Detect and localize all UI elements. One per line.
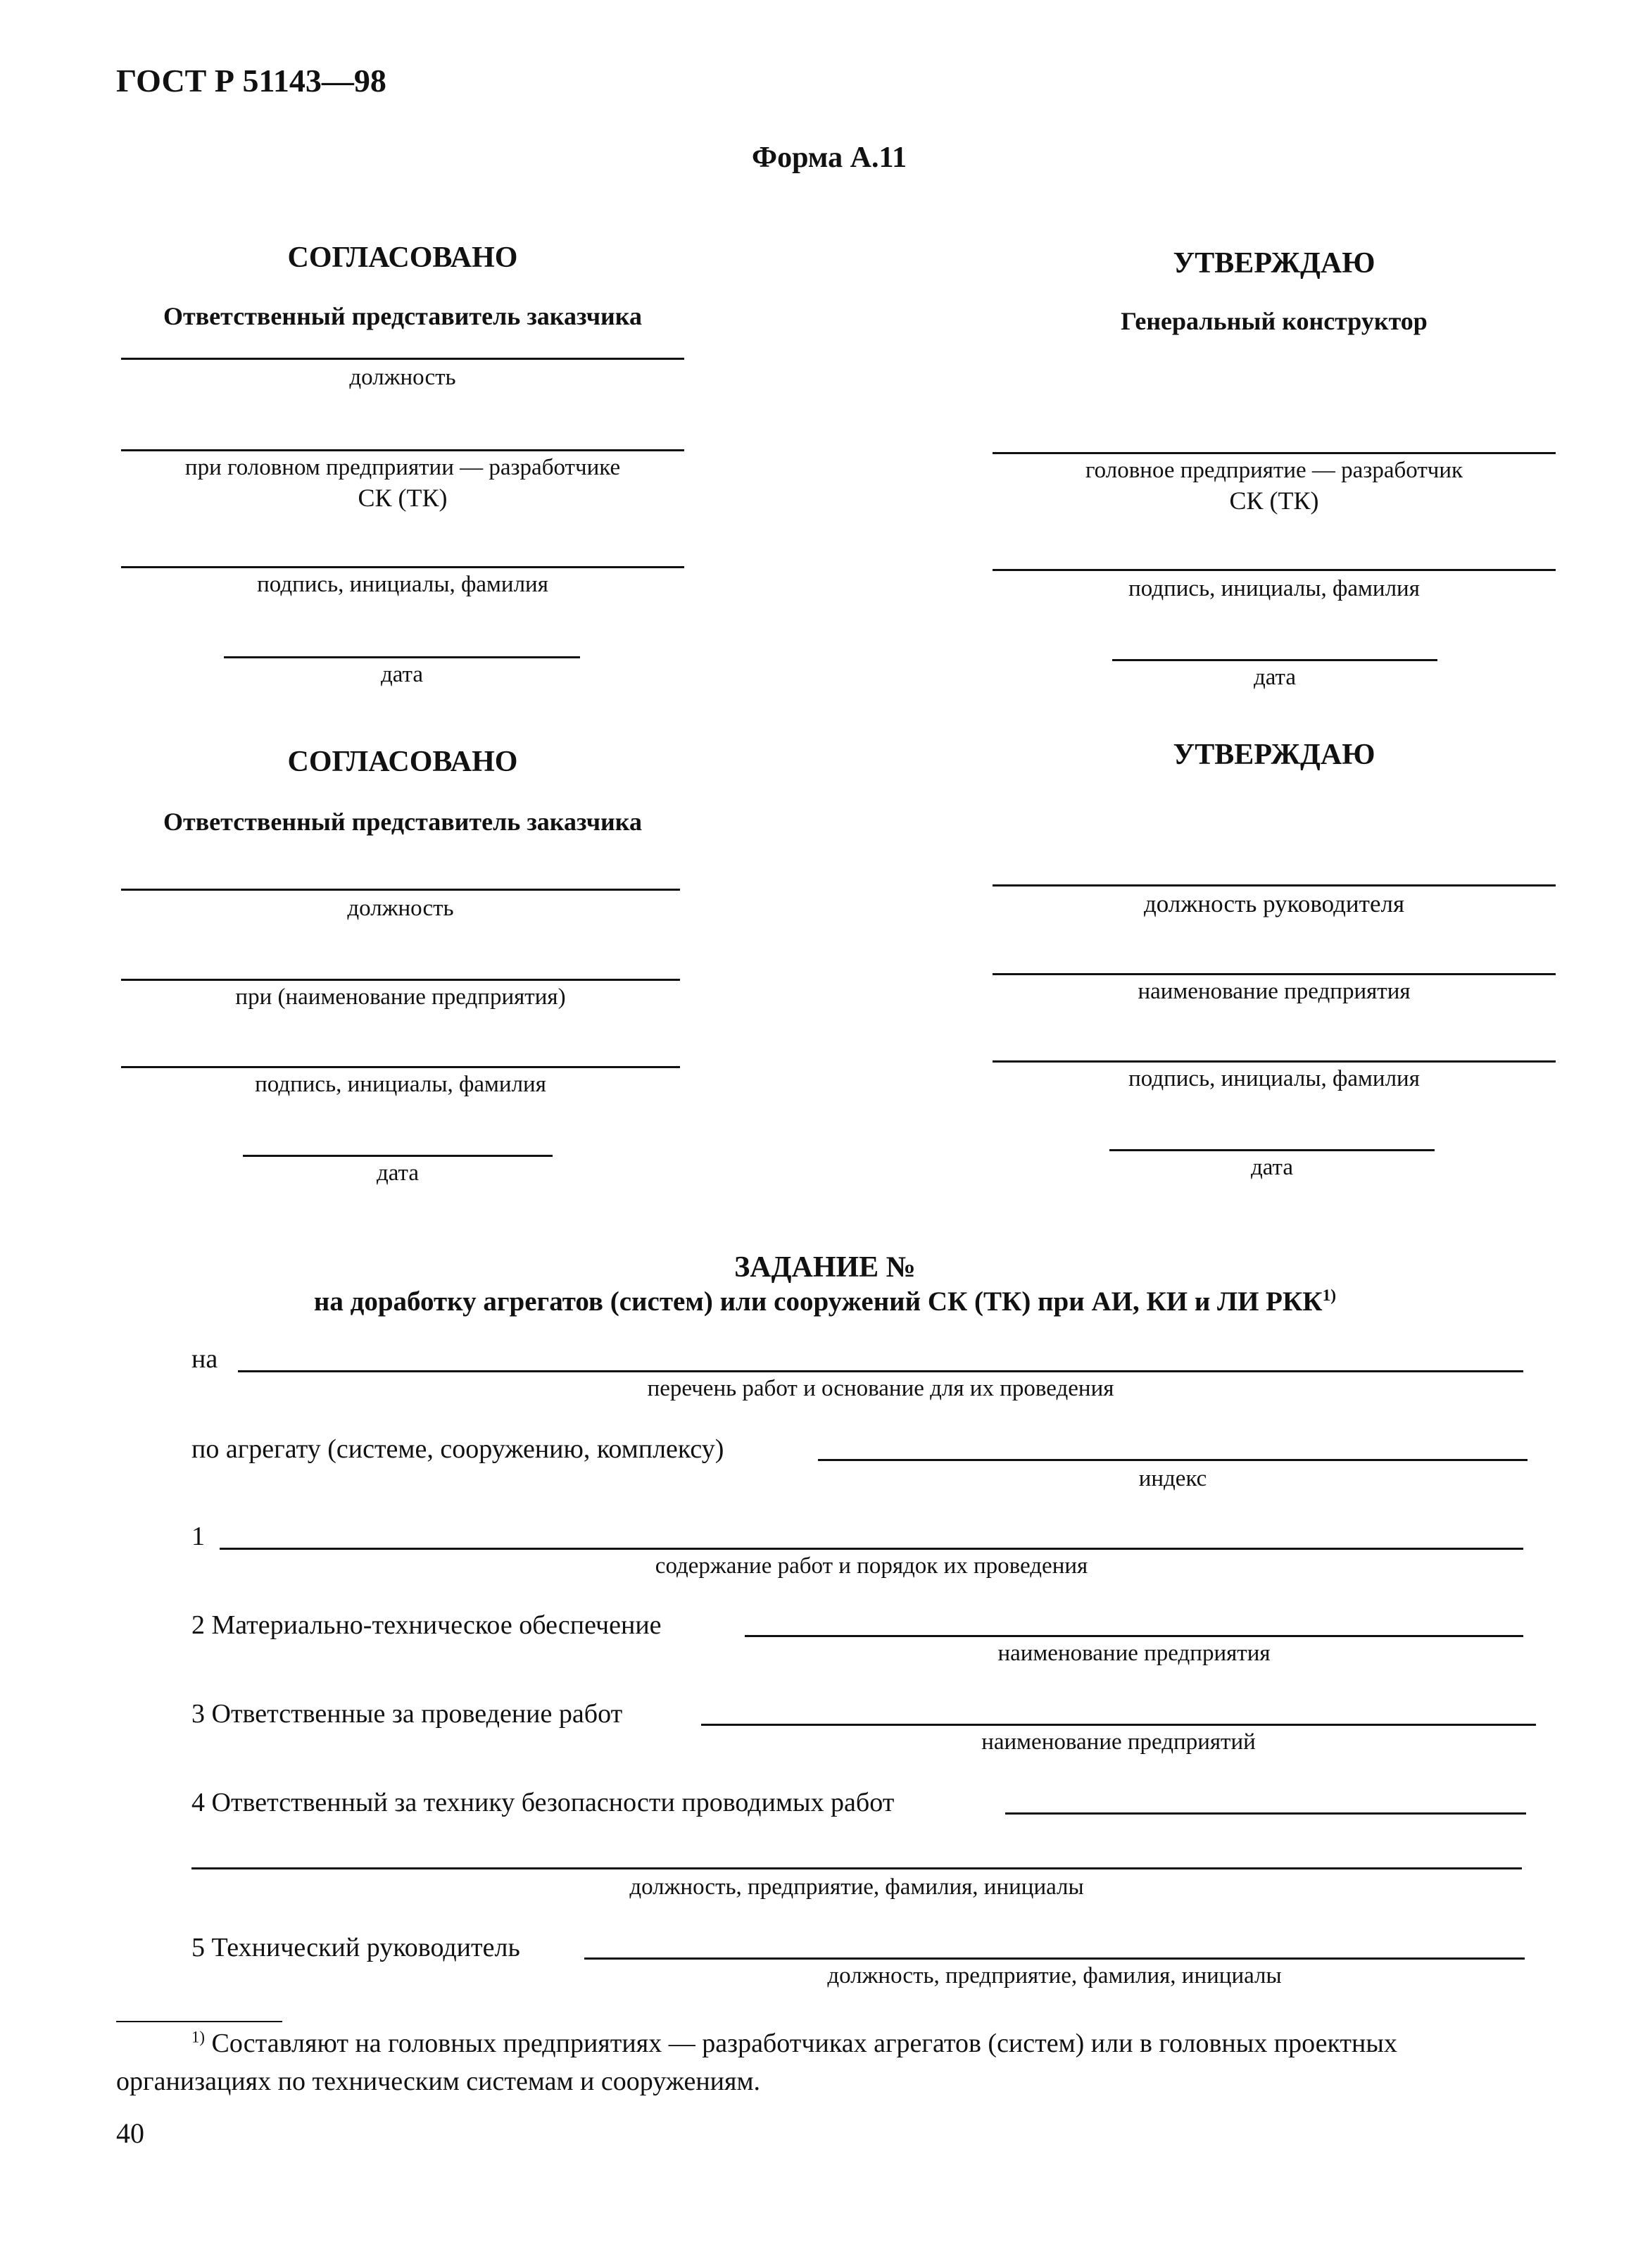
agreed-heading: СОГЛАСОВАНО [287, 242, 518, 274]
footnote-line-1 [191, 2028, 1397, 2059]
signature-caption: подпись, инициалы, фамилия [1128, 576, 1420, 601]
page-number: 40 [116, 2117, 144, 2149]
enterprise-caption-sk: СК (ТК) [358, 484, 448, 512]
enterprise-caption: наименование предприятия [1138, 979, 1411, 1004]
footnote-line-2: организациях по техническим системам и сооружениям. [116, 2067, 761, 2096]
item5-line[interactable] [584, 1957, 1525, 1960]
item4-label: 4 Ответственный за технику безопасности проводимых работ [191, 1788, 895, 1817]
date-line[interactable] [1112, 659, 1437, 661]
signature-caption: подпись, инициалы, фамилия [1128, 1066, 1420, 1091]
signature-line[interactable] [121, 1066, 680, 1068]
na-label: на [191, 1344, 218, 1374]
enterprise-line[interactable] [121, 979, 680, 981]
aggregate-label: по агрегату (системе, сооружению, комплексу) [191, 1434, 724, 1464]
enterprise-caption: при головном предприятии — разработчике [184, 455, 621, 480]
item1-line[interactable] [220, 1548, 1523, 1550]
aggregate-caption: индекс [1138, 1466, 1207, 1491]
date-caption: дата [1250, 1155, 1294, 1180]
date-line[interactable] [1109, 1149, 1435, 1151]
item5-caption: должность, предприятие, фамилия, инициалы [827, 1963, 1282, 1988]
enterprise-caption: при (наименование предприятия) [235, 984, 566, 1010]
item3-caption: наименование предприятий [981, 1729, 1256, 1755]
date-caption: дата [380, 662, 424, 687]
customer-rep-label: Ответственный представитель заказчика [163, 808, 642, 836]
manager-position-caption: должность руководителя [1143, 890, 1405, 917]
na-line[interactable] [238, 1370, 1523, 1372]
footnote-separator [116, 2021, 282, 2022]
date-caption: дата [376, 1160, 420, 1186]
signature-caption: подпись, инициалы, фамилия [257, 572, 548, 597]
position-line[interactable] [121, 889, 680, 891]
date-caption: дата [1253, 665, 1297, 690]
aggregate-line[interactable] [818, 1459, 1528, 1461]
item1-caption: содержание работ и порядок их проведения [655, 1553, 1088, 1579]
enterprise-caption-sk: СК (ТК) [1229, 487, 1319, 515]
footnote-mark: 1) [191, 2028, 205, 2046]
position-caption: должность [349, 365, 456, 390]
item4-line[interactable] [1005, 1812, 1526, 1815]
footnote-text-1: Составляют на головных предприятиях — разработчиках агрегатов (систем) или в головных проектных [205, 2029, 1397, 2058]
na-caption: перечень работ и основание для их проведения [647, 1376, 1114, 1401]
date-line[interactable] [224, 656, 580, 658]
signature-line[interactable] [121, 566, 684, 568]
item5-label: 5 Технический руководитель [191, 1933, 520, 1962]
item3-label: 3 Ответственные за проведение работ [191, 1699, 623, 1729]
chief-designer-label: Генеральный конструктор [1121, 307, 1428, 335]
position-caption: должность [347, 896, 454, 921]
signature-line[interactable] [993, 569, 1556, 571]
enterprise-line[interactable] [121, 449, 684, 451]
enterprise-line[interactable] [993, 973, 1556, 975]
item2-label: 2 Материально-техническое обеспечение [191, 1610, 662, 1640]
task-subtitle [0, 1286, 1650, 1317]
approve-heading: УТВЕРЖДАЮ [1173, 247, 1375, 280]
customer-rep-label: Ответственный представитель заказчика [163, 302, 642, 330]
item1-label: 1 [191, 1522, 205, 1551]
standard-number: ГОСТ Р 51143—98 [116, 63, 386, 99]
footnote-mark: 1) [1322, 1286, 1337, 1305]
item4-caption: должность, предприятие, фамилия, инициалы [629, 1874, 1084, 1900]
approve-heading: УТВЕРЖДАЮ [1173, 739, 1375, 771]
item2-line[interactable] [745, 1635, 1523, 1637]
manager-position-line[interactable] [993, 884, 1556, 886]
position-line[interactable] [121, 358, 684, 360]
task-title: ЗАДАНИЕ № [734, 1251, 916, 1284]
date-line[interactable] [243, 1155, 553, 1157]
agreed-heading: СОГЛАСОВАНО [287, 746, 518, 778]
enterprise-caption: головное предприятие — разработчик [1085, 458, 1463, 483]
signature-caption: подпись, инициалы, фамилия [255, 1072, 546, 1097]
enterprise-line[interactable] [993, 452, 1556, 454]
form-title: Форма А.11 [752, 142, 907, 174]
signature-line[interactable] [993, 1060, 1556, 1063]
item2-caption: наименование предприятия [997, 1641, 1271, 1666]
task-subtitle-text: на доработку агрегатов (систем) или сооружений СК (ТК) при АИ, КИ и ЛИ РКК [313, 1286, 1323, 1317]
item4-line-2[interactable] [191, 1867, 1522, 1869]
item3-line[interactable] [701, 1724, 1536, 1726]
